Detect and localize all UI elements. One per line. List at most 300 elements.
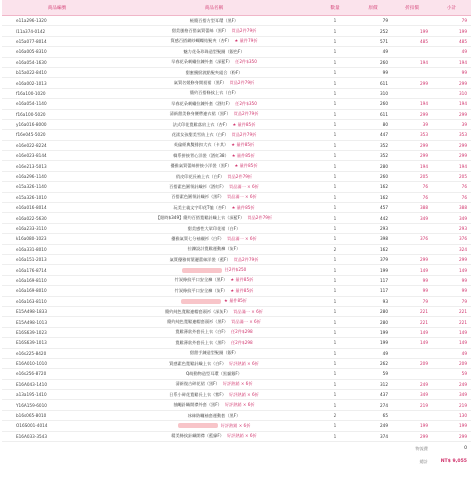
table-row [2, 234, 471, 244]
item-name-text: 法式印花寬鬆落肩上衣（杏F） [172, 121, 230, 127]
table-row [2, 182, 471, 192]
header-name: 商品名稱 [112, 0, 316, 16]
table-row [2, 254, 471, 264]
item-name-text: 日系小碎花寬鬆長上衣（紫F） [169, 391, 227, 397]
item-orig-price: 437 [354, 390, 392, 400]
item-orig-price: 310 [354, 88, 392, 98]
item-qty: 1 [316, 171, 354, 181]
item-qty: 1 [316, 161, 354, 171]
item-name[interactable] [112, 348, 316, 358]
item-name[interactable] [112, 410, 316, 420]
item-name[interactable] [112, 119, 316, 129]
item-disc-price [392, 410, 432, 420]
promo-tag: 任2件$298 [230, 329, 253, 335]
item-qty: 1 [316, 223, 354, 233]
header-sub: 小計 [432, 0, 471, 16]
item-name-text: 【限時$349】簡約百搭寬鬆針織上衣（深藍F） [155, 215, 245, 221]
item-qty: 1 [316, 400, 354, 410]
item-disc-price: 194 [392, 57, 432, 67]
item-name-text: 甜甜手鍊造型髮圈（銀F） [189, 350, 239, 356]
item-qty: 2 [316, 410, 354, 420]
item-orig-price: 293 [354, 223, 392, 233]
item-code: b16s065-8010 [2, 410, 112, 420]
item-qty: 1 [316, 390, 354, 400]
item-disc-price [392, 47, 432, 57]
item-qty: 1 [316, 265, 354, 275]
item-name[interactable] [112, 275, 316, 285]
item-name[interactable] [112, 265, 316, 275]
table-row [2, 327, 471, 337]
item-name-text: 清新復古碎花裙（黑F） [175, 381, 220, 387]
item-code: Y16A159-6010 [2, 400, 112, 410]
table-row [2, 223, 471, 233]
table-row [2, 213, 471, 223]
promo-tag: 買品滿一 × 6折 [231, 319, 261, 325]
item-disc-price: 299 [392, 151, 432, 161]
item-name[interactable] [112, 88, 316, 98]
item-name-text: 早春花朵刺繡拉鍊外套（酒紅F） [171, 100, 233, 106]
item-subtotal: 194 [432, 161, 471, 171]
item-subtotal: 376 [432, 234, 471, 244]
item-disc-price: 485 [392, 36, 432, 46]
item-subtotal: 59 [432, 369, 471, 379]
item-subtotal: 485 [432, 36, 471, 46]
item-code: e16e023-8144 [2, 151, 112, 161]
item-disc-price: 99 [392, 275, 432, 285]
item-disc-price: 388 [392, 203, 432, 213]
item-qty: 1 [316, 151, 354, 161]
item-name[interactable] [112, 286, 316, 296]
item-code: e16a233-3110 [2, 223, 112, 233]
item-orig-price: 260 [354, 171, 392, 181]
table-row [2, 390, 471, 400]
item-qty: 1 [316, 275, 354, 285]
promo-tag: ★ 量件85折 [230, 287, 254, 293]
item-name[interactable] [112, 67, 316, 77]
table-row [2, 275, 471, 285]
item-name-text: 寬鬆薄款外套長上衣（黑F） [175, 339, 228, 345]
item-orig-price: 260 [354, 99, 392, 109]
table-row [2, 410, 471, 420]
item-subtotal: 324 [432, 244, 471, 254]
item-subtotal: 99 [432, 275, 471, 285]
item-orig-price: 374 [354, 431, 392, 441]
item-disc-price: 149 [392, 265, 432, 275]
item-disc-price: 79 [392, 296, 432, 306]
promo-tag: 買品2件79折 [247, 215, 273, 221]
item-name-text: 百搭素色圓領針織衫（黑F） [171, 194, 224, 200]
item-subtotal: 299 [432, 140, 471, 150]
item-name[interactable] [112, 338, 316, 348]
item-code: E16A033-3543 [2, 431, 112, 441]
item-name-text: 甜美感性大眾印花裙（白F） [187, 225, 241, 231]
item-orig-price: 162 [354, 182, 392, 192]
item-name[interactable] [112, 213, 316, 223]
item-subtotal: 149 [432, 338, 471, 348]
item-orig-price: 280 [354, 161, 392, 171]
table-row [2, 421, 471, 431]
item-disc-price: 349 [392, 390, 432, 400]
item-subtotal: 209 [432, 358, 471, 368]
item-qty: 1 [316, 182, 354, 192]
item-name-text: 簡約純色寬鬆連帽套頭衫（深灰F） [164, 308, 231, 314]
item-orig-price: 280 [354, 317, 392, 327]
item-name[interactable] [112, 161, 316, 171]
item-subtotal: 249 [432, 379, 471, 389]
table-row [2, 99, 471, 109]
table-row [2, 67, 471, 77]
item-qty: 1 [316, 306, 354, 316]
item-qty: 1 [316, 78, 354, 88]
item-name-text: 極簡百搭方型耳環（黑F） [189, 17, 239, 23]
item-subtotal: 219 [432, 400, 471, 410]
item-name-text: 氣質優雅荷葉邊蕾絲洋裝（藍F） [169, 256, 231, 262]
item-name[interactable] [112, 203, 316, 213]
item-subtotal: 99 [432, 67, 471, 77]
item-disc-price: 299 [392, 431, 432, 441]
table-row [2, 26, 471, 36]
item-name-text: 韓系拼接背心洋裝（酒紅38） [173, 152, 229, 158]
item-name-text: Q萌動物造型耳環（黑貓銀F） [186, 370, 242, 376]
item-name[interactable] [112, 296, 316, 306]
promo-tag: 好評熱銷 × 6折 [229, 391, 259, 397]
item-orig-price: 611 [354, 78, 392, 88]
item-qty: 1 [316, 16, 354, 26]
item-name-text: 甜美風格百搭氣質蕾絲（黑F） [171, 28, 229, 34]
item-name[interactable] [112, 431, 316, 441]
item-subtotal: 99 [432, 286, 471, 296]
item-code: O16S001-4014 [2, 421, 112, 431]
item-name[interactable] [112, 109, 316, 119]
item-orig-price: 79 [354, 16, 392, 26]
item-disc-price [392, 88, 432, 98]
item-code: e16e022-8224 [2, 140, 112, 150]
item-qty: 1 [316, 379, 354, 389]
item-qty: 2 [316, 244, 354, 254]
item-code: e15a326-1140 [2, 182, 112, 192]
item-orig-price: 398 [354, 234, 392, 244]
table-row [2, 400, 471, 410]
redacted-name [182, 268, 222, 273]
item-qty: 1 [316, 213, 354, 223]
header-disc: 折扣價 [392, 0, 432, 16]
item-name[interactable] [112, 400, 316, 410]
item-subtotal: 299 [432, 151, 471, 161]
item-disc-price: 299 [392, 109, 432, 119]
item-orig-price: 262 [354, 358, 392, 368]
item-name[interactable] [112, 390, 316, 400]
item-name-text: 簡約百搭條紋上衣（白F） [189, 90, 239, 96]
total-value: NT$ 9,055 [440, 459, 467, 465]
item-orig-price: 162 [354, 192, 392, 202]
item-name-text: 俏皮印花長袖上衣（白F） [175, 173, 225, 179]
item-code: E15A498-1013 [2, 317, 112, 327]
item-name-text: 優雅氣質蕾絲拼接小洋裝（黑F） [170, 163, 232, 169]
promo-tag: 買品2件79折 [231, 131, 257, 137]
item-name[interactable] [112, 57, 316, 67]
item-name[interactable] [112, 327, 316, 337]
item-code: e16a054-1140 [2, 99, 112, 109]
table-row [2, 171, 471, 181]
item-name[interactable] [112, 223, 316, 233]
item-name-text: 冰絲防曬袖套運動套（黑F） [187, 412, 241, 418]
redacted-name [178, 423, 218, 428]
shipping-label: 物流費 [415, 445, 428, 451]
table-row [2, 244, 471, 254]
item-name[interactable] [112, 78, 316, 88]
item-orig-price: 611 [354, 109, 392, 119]
item-name-text: 優雅氣質七分袖襯衫（白F） [171, 235, 224, 241]
item-orig-price: 117 [354, 275, 392, 285]
item-disc-price: 149 [392, 327, 432, 337]
item-code: e16s225-8420 [2, 348, 112, 358]
table-row [2, 296, 471, 306]
promo-tag: 買品2件79折 [229, 80, 255, 86]
item-disc-price: 249 [392, 379, 432, 389]
item-orig-price: 49 [354, 348, 392, 358]
item-disc-price: 353 [392, 130, 432, 140]
item-code: k16a080-1023 [2, 234, 112, 244]
item-name[interactable] [112, 99, 316, 109]
item-subtotal: 79 [432, 296, 471, 306]
item-code: e16a002-1013 [2, 78, 112, 88]
item-name[interactable] [112, 192, 316, 202]
item-code: b15a022-8410 [2, 67, 112, 77]
item-name-text: 質感素色寬鬆針織上衣（白F） [169, 360, 227, 366]
promo-tag: 好評熱銷 × 6折 [222, 381, 253, 387]
item-code: e16a022-5630 [2, 213, 112, 223]
item-name[interactable] [112, 244, 316, 254]
table-row [2, 88, 471, 98]
item-subtotal: 293 [432, 223, 471, 233]
item-code: e16a169-8010 [2, 286, 112, 296]
item-code: e16a005-8310 [2, 47, 112, 57]
item-subtotal: 299 [432, 78, 471, 88]
item-code: e16a331-8010 [2, 244, 112, 254]
item-name[interactable] [112, 130, 316, 140]
promo-tag: ★ 量件85折 [232, 121, 256, 127]
item-qty: 1 [316, 421, 354, 431]
promo-tag: ★ 量件79折 [234, 38, 258, 44]
item-qty: 1 [316, 234, 354, 244]
promo-tag: 任2件$350 [235, 59, 257, 65]
item-qty: 1 [316, 203, 354, 213]
item-disc-price: 376 [392, 234, 432, 244]
item-subtotal: 49 [432, 47, 471, 57]
item-name[interactable] [112, 151, 316, 161]
item-code: E16S639-1023 [2, 327, 112, 337]
item-subtotal: 199 [432, 26, 471, 36]
item-code: e16a016-8014 [2, 203, 112, 213]
item-code: e16a176-8714 [2, 265, 112, 275]
item-qty: 1 [316, 286, 354, 296]
promo-tag: 買品滿一 × 6折 [229, 183, 259, 189]
item-qty: 1 [316, 57, 354, 67]
item-name-text: 玩美主義文字印花T恤（杏F） [173, 204, 229, 210]
table-row [2, 130, 471, 140]
item-orig-price: 280 [354, 306, 392, 316]
item-qty: 1 [316, 26, 354, 36]
item-name[interactable] [112, 16, 316, 26]
item-disc-price: 221 [392, 306, 432, 316]
item-disc-price: 199 [392, 26, 432, 36]
shipping-row [2, 442, 471, 456]
item-subtotal: 221 [432, 306, 471, 316]
item-disc-price: 194 [392, 161, 432, 171]
item-subtotal: 199 [432, 421, 471, 431]
promo-tag: 好評熱銷 × 6折 [229, 360, 259, 366]
item-qty: 1 [316, 130, 354, 140]
item-qty: 1 [316, 254, 354, 264]
item-orig-price: 249 [354, 421, 392, 431]
item-subtotal: 310 [432, 88, 471, 98]
item-disc-price [392, 348, 432, 358]
table-row [2, 140, 471, 150]
total-row [2, 455, 471, 468]
item-code: e15a326-1010 [2, 192, 112, 202]
item-subtotal: 149 [432, 265, 471, 275]
table-row [2, 265, 471, 275]
promo-tag: ★ 量件85折 [231, 142, 255, 148]
item-disc-price: 299 [392, 140, 432, 150]
item-subtotal: 353 [432, 130, 471, 140]
item-code: e16a151-2013 [2, 254, 112, 264]
item-orig-price: 379 [354, 254, 392, 264]
item-name-text: 甜蜜繽紛波點髮夾組合（粉F） [185, 69, 243, 75]
item-orig-price: 80 [354, 119, 392, 129]
item-subtotal: 388 [432, 203, 471, 213]
item-name[interactable] [112, 26, 316, 36]
item-code: E15A498-1833 [2, 306, 112, 316]
table-row [2, 431, 471, 441]
item-disc-price: 76 [392, 192, 432, 202]
item-disc-price: 219 [392, 400, 432, 410]
item-qty: 1 [316, 431, 354, 441]
item-name[interactable] [112, 369, 316, 379]
item-name-text: 早春花朵刺繡拉鍊外套（深藍F） [171, 59, 233, 65]
item-orig-price: 117 [354, 286, 392, 296]
item-name[interactable] [112, 36, 316, 46]
item-orig-price: 199 [354, 338, 392, 348]
item-disc-price: 209 [392, 358, 432, 368]
item-code: e16a296-1140 [2, 171, 112, 181]
item-name-text: 拉鍊設計寬鬆運動褲（灰F） [187, 246, 241, 252]
promo-tag: ★ 量件85折 [234, 163, 258, 169]
item-code: E16S639-1013 [2, 338, 112, 348]
item-code: f16a100-1020 [2, 88, 112, 98]
item-name-text: 竹炭條紋平口安全褲（灰F） [174, 287, 228, 293]
item-qty: 1 [316, 296, 354, 306]
header-qty: 數量 [316, 0, 354, 16]
item-code: e16a169-8110 [2, 275, 112, 285]
redacted-name [181, 299, 221, 304]
table-row [2, 379, 471, 389]
item-code: e16a163-8110 [2, 296, 112, 306]
item-code: y16a016-8000 [2, 119, 112, 129]
promo-tag: ★ 量件85折 [230, 277, 254, 283]
item-name-text: 氣質名媛修身開衩裙（黑F） [173, 80, 227, 86]
item-qty: 1 [316, 338, 354, 348]
item-orig-price: 59 [354, 369, 392, 379]
item-name-text: 竹炭條紋平口安全褲（黑F） [174, 277, 228, 283]
shipping-value: 0 [464, 446, 467, 452]
item-name-text: 清新甜美修身腰帶連衣裙（黑F） [169, 111, 231, 117]
item-disc-price [392, 223, 432, 233]
table-header-row [2, 0, 471, 16]
item-name[interactable] [112, 421, 316, 431]
table-row [2, 286, 471, 296]
item-name[interactable] [112, 140, 316, 150]
item-subtotal: 76 [432, 192, 471, 202]
order-items-table [2, 0, 471, 468]
item-code: e11a296-1320 [2, 16, 112, 26]
item-name[interactable] [112, 171, 316, 181]
table-row [2, 306, 471, 316]
item-orig-price: 252 [354, 26, 392, 36]
promo-tag: 買品滿一 × 6折 [226, 235, 257, 241]
item-subtotal: 130 [432, 410, 471, 420]
item-code: f16a100-5020 [2, 109, 112, 119]
item-qty: 1 [316, 348, 354, 358]
item-name[interactable] [112, 254, 316, 264]
item-subtotal: 149 [432, 327, 471, 337]
promo-tag: 買品2件79折 [231, 28, 257, 34]
promo-tag: ★ 量件85折 [224, 298, 247, 304]
item-qty: 1 [316, 358, 354, 368]
item-disc-price: 221 [392, 317, 432, 327]
item-disc-price [392, 16, 432, 26]
item-disc-price [392, 67, 432, 77]
item-name-text: 寬鬆薄款外套長上衣（白F） [175, 329, 228, 335]
item-code: a13a195-1410 [2, 390, 112, 400]
item-name[interactable] [112, 306, 316, 316]
table-row [2, 358, 471, 368]
item-qty: 1 [316, 99, 354, 109]
item-orig-price: 93 [354, 296, 392, 306]
item-name[interactable] [112, 47, 316, 57]
item-name-text: 英倫經典雙排扣大衣（卡其） [173, 142, 229, 148]
item-code: e16s256-8720 [2, 369, 112, 379]
item-name[interactable] [112, 182, 316, 192]
item-name[interactable] [112, 317, 316, 327]
item-orig-price: 457 [354, 203, 392, 213]
promo-tag: 任2件$350 [235, 100, 257, 106]
item-name[interactable] [112, 379, 316, 389]
header-orig: 原價 [354, 0, 392, 16]
table-row [2, 119, 471, 129]
item-name-text: 抽繩針織開襟外套（黑F） [173, 402, 222, 408]
item-code: l11a374-0142 [2, 26, 112, 36]
header-code: 商品編號 [2, 0, 112, 16]
item-name[interactable] [112, 358, 316, 368]
item-disc-price: 76 [392, 182, 432, 192]
item-name[interactable] [112, 234, 316, 244]
item-disc-price [392, 369, 432, 379]
item-orig-price: 352 [354, 140, 392, 150]
item-subtotal: 76 [432, 182, 471, 192]
item-subtotal: 299 [432, 254, 471, 264]
item-code: e16e213-5013 [2, 161, 112, 171]
promo-tag: 買品滿一 × 6折 [226, 194, 257, 200]
item-orig-price: 65 [354, 410, 392, 420]
table-row [2, 369, 471, 379]
item-name-text: 精美條紋針織開襟（藍綠F） [171, 433, 224, 439]
item-disc-price: 194 [392, 99, 432, 109]
table-row [2, 16, 471, 26]
item-subtotal: 349 [432, 390, 471, 400]
item-name-text: 簡約純色寬鬆連帽套頭衫（黑F） [167, 319, 229, 325]
promo-tag: 好評熱銷 × 6折 [224, 402, 255, 408]
